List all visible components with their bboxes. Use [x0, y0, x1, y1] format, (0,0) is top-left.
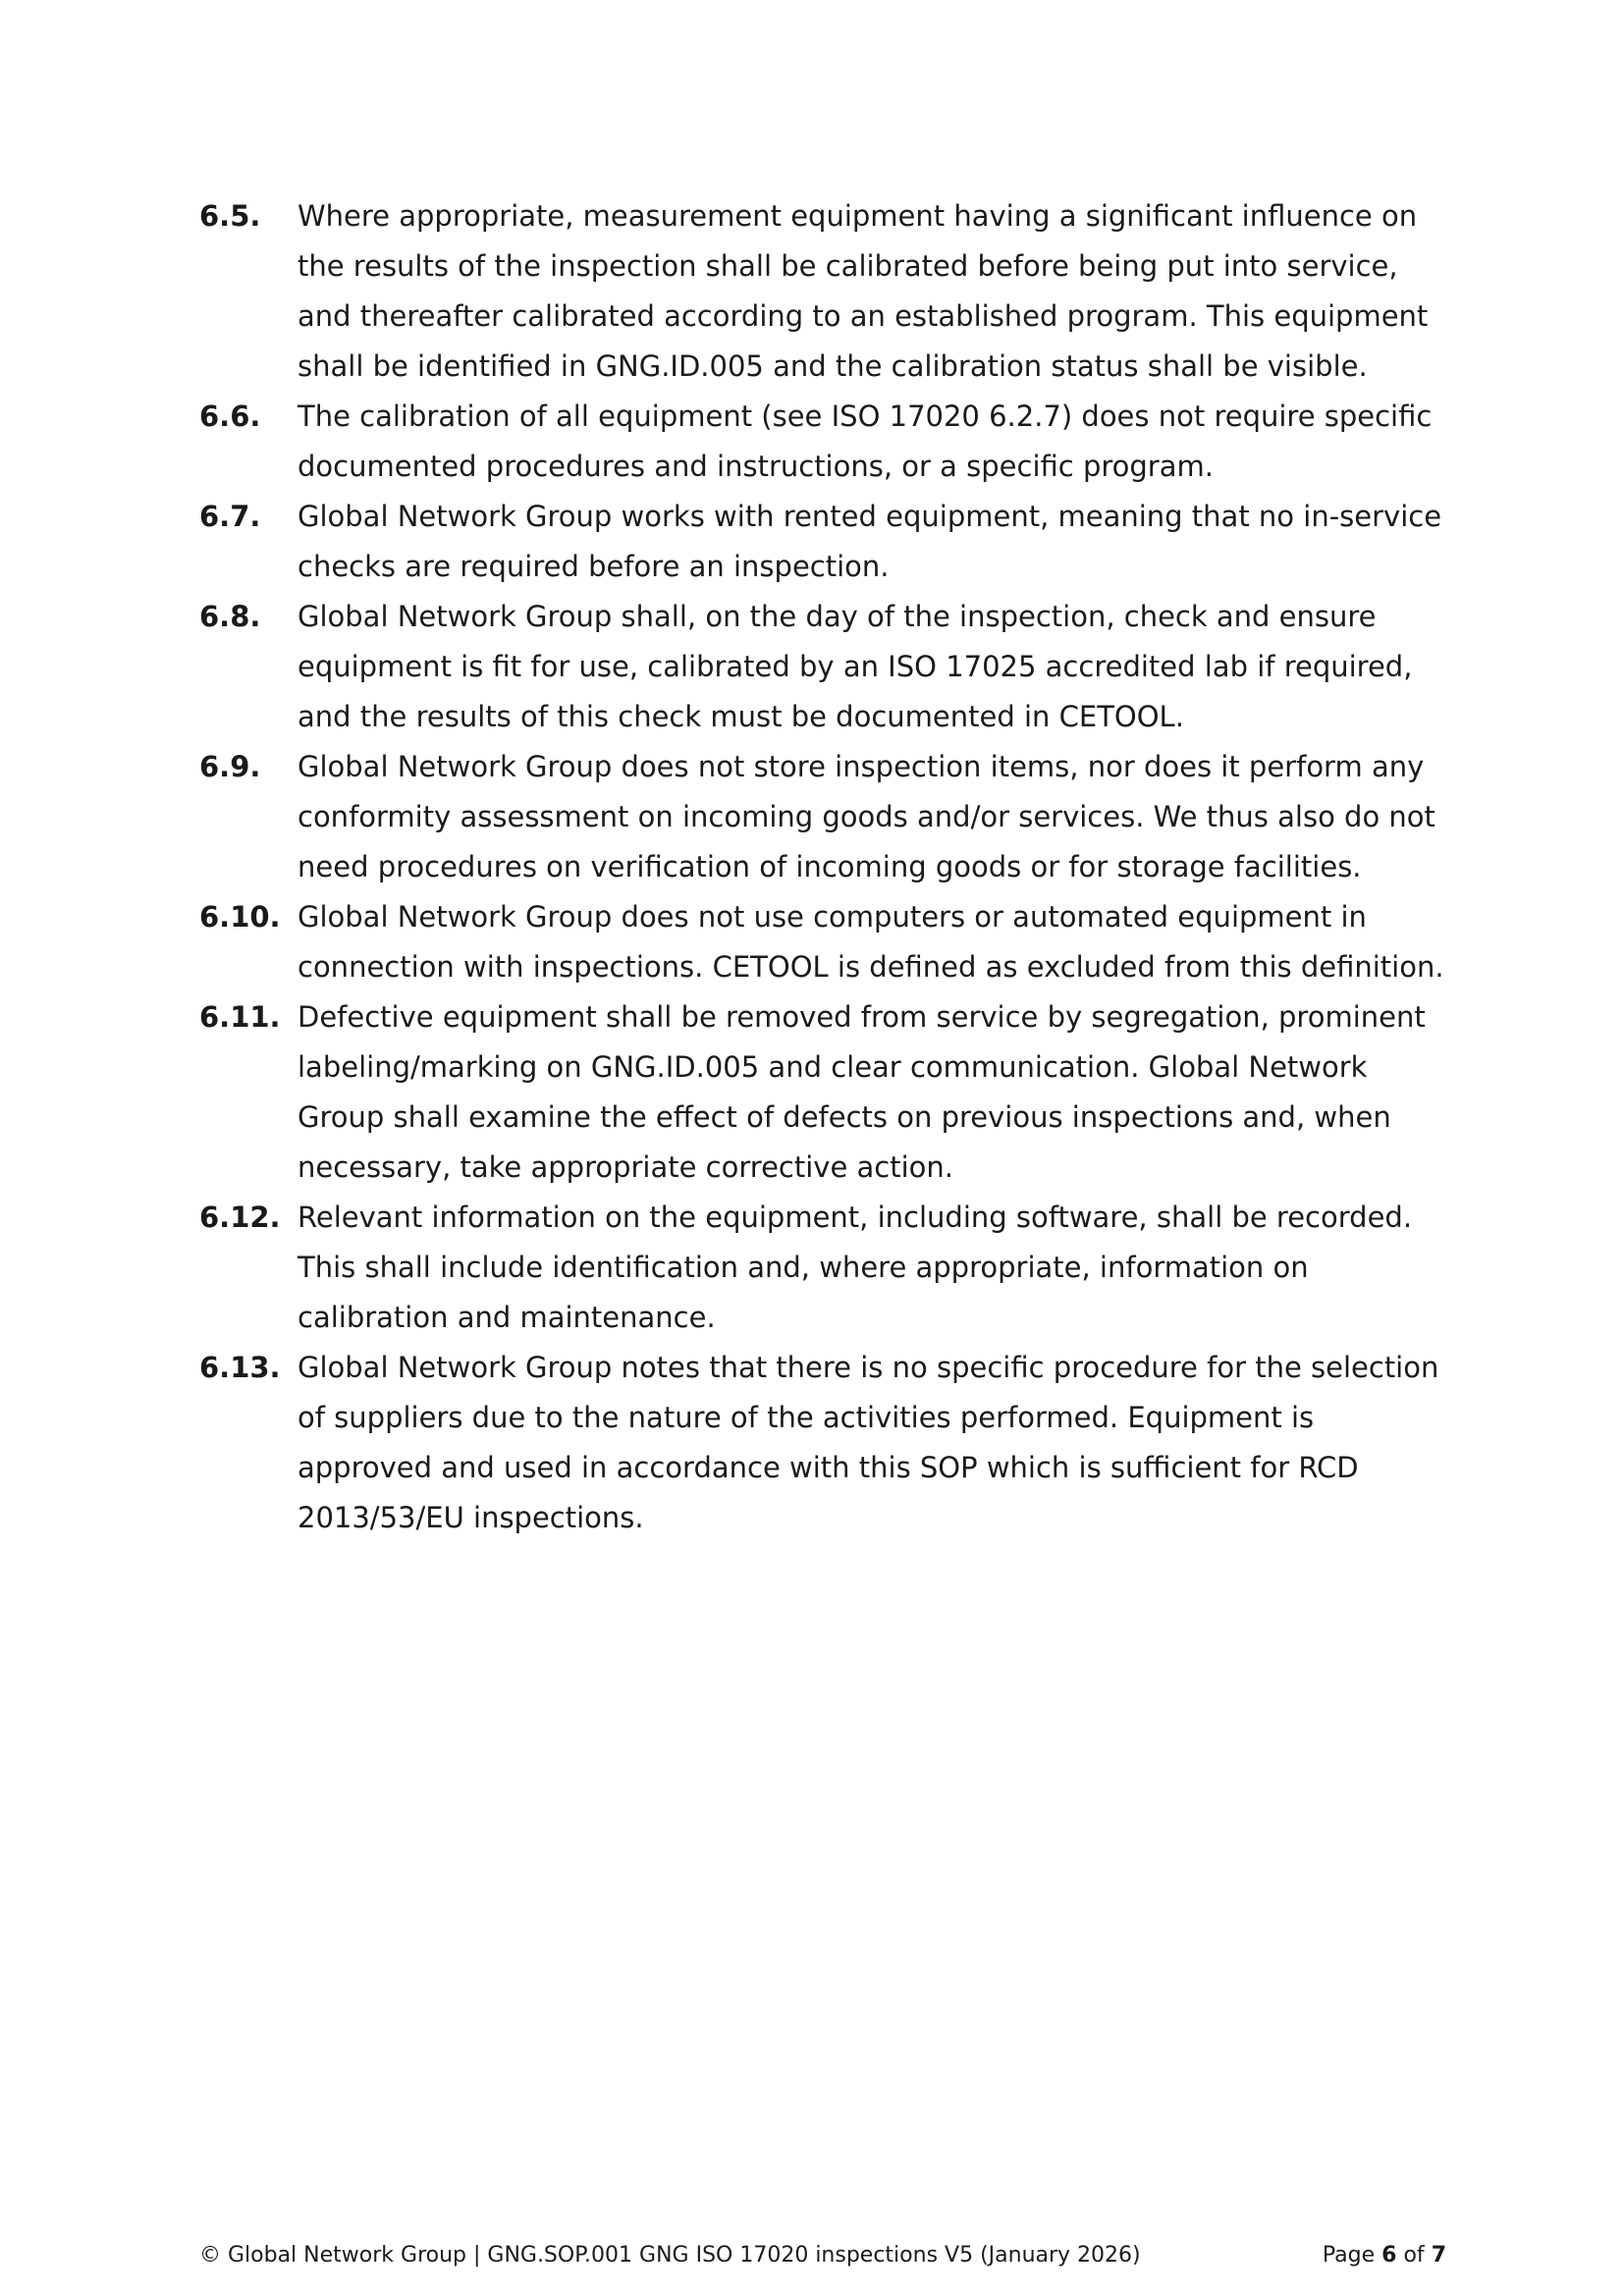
section-6-7 [199, 492, 1446, 592]
section-text: Global Network Group shall, on the day of the inspection, check and ensure equipment is fit for use, calibrated by an ISO 17025 accredited lab if required, and the results of this check must be documented in CETOOL. [298, 600, 1413, 733]
section-text: Global Network Group works with rented equipment, meaning that no in-service checks are required before an inspection. [298, 500, 1442, 583]
section-number: 6.10. [199, 900, 281, 934]
page-indicator [1323, 2241, 1446, 2270]
section-6-10 [199, 892, 1446, 992]
section-text: Global Network Group does not use computers or automated equipment in connection with inspections. CETOOL is defined as excluded from this definition. [298, 900, 1444, 984]
section-6-12 [199, 1193, 1446, 1343]
section-6-9 [199, 742, 1446, 892]
page-total: 7 [1431, 2243, 1446, 2268]
page-of: of [1403, 2243, 1425, 2268]
section-6-5 [199, 191, 1446, 392]
section-6-8 [199, 592, 1446, 742]
section-text: The calibration of all equipment (see ISO 17020 6.2.7) does not require specific documented procedures and instructions, or a specific program. [298, 400, 1433, 483]
section-6-11 [199, 992, 1446, 1193]
section-number: 6.6. [199, 400, 261, 433]
section-text: Where appropriate, measurement equipment having a significant influence on the results of the inspection shall be calibrated before being put into service, and thereafter calibrated according to an established program. This equipment shall be identified in GNG.ID.005 and the calibration status shall be visible. [298, 199, 1429, 383]
section-list [199, 191, 1446, 1543]
section-number: 6.7. [199, 500, 261, 533]
section-text: Global Network Group does not store inspection items, nor does it perform any conformity assessment on incoming goods and/or services. We thus also do not need procedures on verification of incoming goods or for storage facilities. [298, 750, 1435, 883]
section-text: Global Network Group notes that there is no specific procedure for the selection of suppliers due to the nature of the activities performed. Equipment is approved and used in accordance with this SOP which is sufficient for RCD 2013/53/EU inspections. [298, 1351, 1439, 1534]
page-current: 6 [1381, 2243, 1397, 2268]
section-number: 6.8. [199, 600, 261, 633]
footer-copyright: © Global Network Group | GNG.SOP.001 GNG ISO 17020 inspections V5 (January 2026) [199, 2243, 1141, 2268]
section-number: 6.12. [199, 1201, 281, 1234]
section-number: 6.13. [199, 1351, 281, 1384]
section-6-6 [199, 392, 1446, 492]
section-text: Defective equipment shall be removed from service by segregation, prominent labeling/marking on GNG.ID.005 and clear communication. Global Network Group shall examine the effect of defects on previous inspections and, when necessary, take appropriate corrective action. [298, 1000, 1426, 1184]
section-text: Relevant information on the equipment, including software, shall be recorded. This shall include identification and, where appropriate, information on calibration and maintenance. [298, 1201, 1413, 1334]
section-number: 6.5. [199, 199, 261, 233]
section-6-13 [199, 1343, 1446, 1543]
section-number: 6.9. [199, 750, 261, 783]
page-label: Page [1322, 2243, 1376, 2268]
section-number: 6.11. [199, 1000, 281, 1034]
